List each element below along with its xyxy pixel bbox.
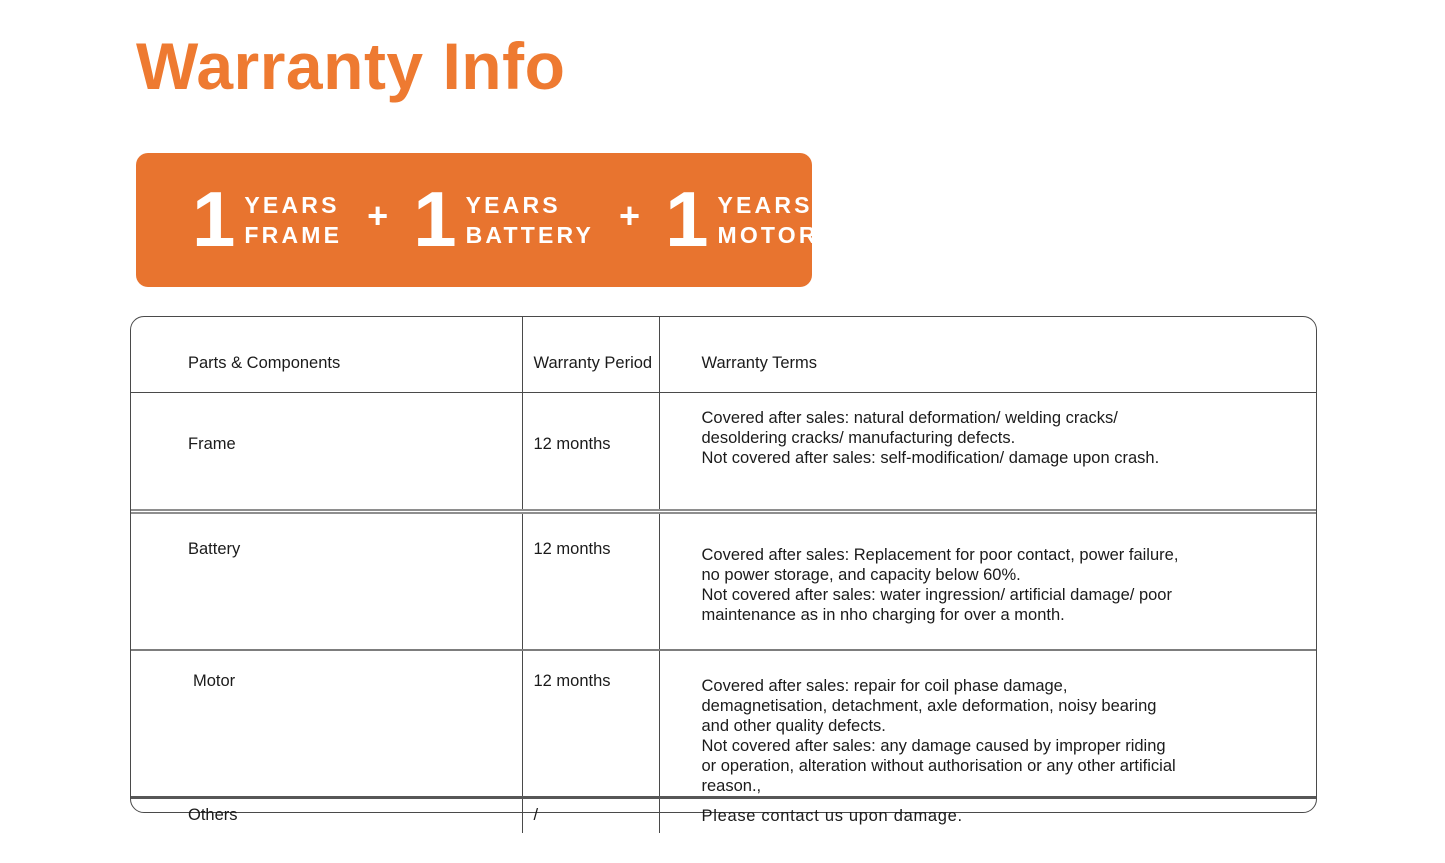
frame-terms-covered: Covered after sales: natural deformation/ welding cracks/ desoldering cracks/ manufacturing defects. [701,408,1118,447]
motor-part-label: MOTOR [717,221,819,248]
battery-unit-lines [466,190,594,250]
motor-years-number: 1 [665,175,709,264]
others-period-cell: / [522,798,659,833]
battery-terms-cell [659,511,1316,650]
battery-terms-not-covered: Not covered after sales: water ingression/ artificial damage/ poor maintenance as in nho charging for over a month. [701,585,1172,624]
header-warranty-period: Warranty Period [522,317,659,392]
battery-years-number: 1 [413,175,457,264]
others-terms-cell [659,798,1316,833]
warranty-summary-banner [136,153,819,287]
table-row-frame [131,392,1316,511]
motor-terms-cell [659,650,1316,798]
motor-terms-covered: Covered after sales: repair for coil phase damage, demagnetisation, detachment, axle deformation, noisy bearing and other quality defects. [701,677,1157,735]
frame-part-label: FRAME [244,221,343,248]
table-header-row [131,317,1316,392]
page-title: Warranty Info [136,29,566,103]
banner-unit-battery [413,175,595,264]
others-part-cell: Others [131,798,522,833]
table-row-others [131,798,1316,833]
battery-years-label: YEARS [465,191,561,218]
banner-unit-frame [192,175,343,264]
battery-terms-covered: Covered after sales: Replacement for poor contact, power failure, no power storage, and capacity below 60%. [701,545,1179,584]
battery-part-cell: Battery [131,511,522,650]
motor-unit-lines [717,190,818,250]
frame-years-number: 1 [192,175,236,264]
frame-terms-cell [659,392,1316,511]
motor-part-cell: Motor [131,650,522,798]
frame-part-cell: Frame [131,392,522,511]
frame-unit-lines [244,190,342,250]
warranty-table-grid [131,317,1316,833]
frame-years-label: YEARS [244,191,340,218]
plus-sign: + [367,195,389,236]
frame-terms-not-covered: Not covered after sales: self-modification/ damage upon crash. [701,448,1160,467]
motor-terms-not-covered: Not covered after sales: any damage caused by improper riding or operation, alteration without authorisation or any other artificial reason., [701,737,1176,795]
header-parts-components: Parts & Components [131,317,522,392]
others-terms-text: Please contact us upon damage. [701,807,963,825]
table-row-battery [131,511,1316,650]
battery-period-cell: 12 months [522,511,659,650]
plus-sign: + [619,195,641,236]
motor-period-cell: 12 months [522,650,659,798]
frame-period-cell: 12 months [522,392,659,511]
warranty-table [130,316,1317,825]
motor-years-label: YEARS [717,191,813,218]
battery-part-label: BATTERY [465,221,595,248]
header-warranty-terms: Warranty Terms [659,317,1316,392]
banner-unit-motor [665,175,819,264]
table-row-motor [131,650,1316,798]
